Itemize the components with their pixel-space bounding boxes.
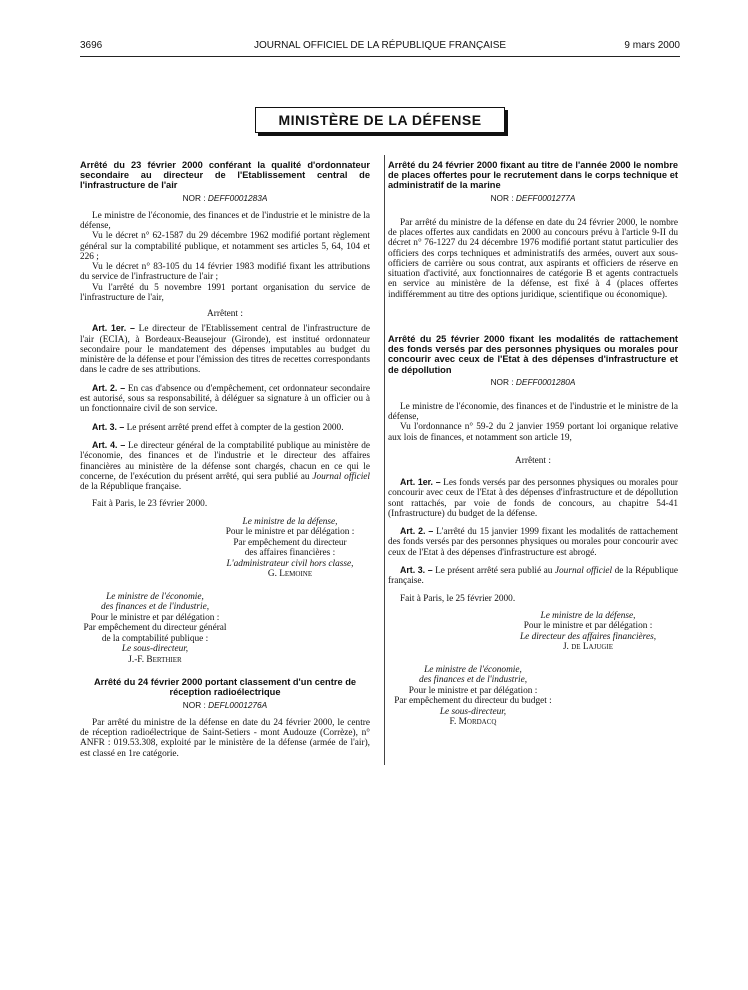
nor-reference: NOR : DEFF0001283A (182, 192, 268, 203)
nor-reference: NOR : DEFF0001280A (490, 376, 576, 387)
signatory-name: J. de Lajugie (562, 642, 614, 653)
signature-block: Le ministre de la défense, Pour le ministre et par délégation : Par empêchement du directeur des affaires financières : L'administrateur civil hors classe, G. Lemoine (210, 517, 370, 580)
article: Art. 1er. – Les fonds versés par des personnes physiques ou morales pour concourir avec ceux de l'Etat à des dépenses d'infrastructure et de dépollution sont rattachés, par voie de fonds de concours, au chapitre 54-41 (Infrastructure) du budget de la défense. (388, 476, 678, 519)
signature-block: Le ministre de l'économie, des finances et de l'industrie, Pour le ministre et par délégation : Par empêchement du directeur général de la comptabilité publique : Le sous-directeur, J.-F. Berthier (80, 592, 230, 666)
paragraph: Vu l'arrêté du 5 novembre 1991 portant organisation du service de l'infrastructure de l'air, (80, 282, 370, 303)
paragraph: Par arrêté du ministre de la défense en date du 24 février 2000, le centre de réception radioélectrique de Saint-Setiers - mont Audouze (Corrèze), n° ANFR : 019.53.308, exploité par le ministère de la défense (armée de l'air), est classé en 1re catégorie. (80, 717, 370, 759)
paragraph: Vu l'ordonnance n° 59-2 du 2 janvier 1959 portant loi organique relative aux lois de finances, et notamment son article 19, (388, 422, 678, 443)
issue-date: 9 mars 2000 (624, 40, 680, 51)
ministry-box (255, 107, 505, 133)
spacer (80, 665, 370, 677)
signature-block: Le ministre de l'économie, des finances et de l'industrie, Pour le ministre et par délégation : Par empêchement du directeur du budget : Le sous-directeur, F. Mordacq (388, 665, 558, 728)
paragraph: Vu le décret n° 83-105 du 14 février 1983 modifié fixant les attributions du service de l'infrastructure de l'air ; (80, 262, 370, 283)
spacer (388, 604, 678, 611)
nor-reference: NOR : DEFF0001277A (490, 192, 576, 203)
decree-title: Arrêté du 24 février 2000 fixant au titre de l'année 2000 le nombre de places offertes pour le recrutement dans le corps technique et administratif de la marine (388, 160, 678, 191)
spacer (388, 300, 678, 334)
spacer (80, 510, 370, 517)
spacer (388, 211, 678, 218)
spacer (388, 443, 678, 450)
article: Art. 2. – En cas d'absence ou d'empêchement, cet ordonnateur secondaire est autorisé, sous sa responsabilité, à déléguer sa signature à un officier ou à un fonctionnaire civil de son service. (80, 382, 370, 415)
decree-title: Arrêté du 24 février 2000 portant classement d'un centre de réception radioélectrique (93, 677, 357, 698)
fait-line: Fait à Paris, le 25 février 2000. (400, 593, 516, 604)
signatory-name: F. Mordacq (449, 717, 497, 728)
spacer (388, 395, 678, 402)
arretent-heading: Arrêtent : (515, 455, 551, 466)
right-column (388, 160, 678, 728)
left-column (80, 160, 370, 759)
article: Art. 1er. – Le directeur de l'Etablissement central de l'infrastructure de l'air (ECIA), à Bordeaux-Beausejour (Gironde), est institué ordonnateur secondaire pour le mandatement des dépenses imputables au budget du ministère de la défense et pour l'émission des titres de recettes correspondants dans le cadre de ses attributions. (80, 323, 370, 376)
spacer (388, 587, 678, 594)
paragraph: Par arrêté du ministre de la défense en date du 24 février 2000, le nombre de places offertes aux candidats en 2000 au concours prévu à l'article 9-II du décret n° 76-1227 du 24 décembre 1976 modifié portant statut particulier des officiers des corps techniques et administratifs des armées, ouvert aux sous-officiers de carrière ou sous contrat, aux aspirants et officiers de réserve en situation d'activité, aux fonctionnaires de catégorie B et agents contractuels en service au ministère de la défense, est fixé à 4 (places offertes indifféremment au titre des options juridique, scientifique ou économique). (388, 217, 678, 300)
page-header (80, 40, 680, 54)
spacer (80, 376, 370, 383)
paragraph: Le ministre de l'économie, des finances et de l'industrie et le ministre de la défense, (80, 210, 370, 231)
decree-title: Arrêté du 23 février 2000 conférant la qualité d'ordonnateur secondaire au directeur de l'Etablissement central de l'infrastructure de l'air (80, 160, 370, 191)
article: Art. 2. – L'arrêté du 15 janvier 1999 fixant les modalités de rattachement des fonds versés par des personnes physiques ou morales pour concourir avec ceux de l'Etat à des dépenses d'infrastructure est abrogé. (388, 526, 678, 558)
paragraph: Le ministre de l'économie, des finances et de l'industrie et le ministre de la défense, (388, 401, 678, 423)
arretent-heading: Arrêtent : (207, 309, 243, 320)
spacer (80, 415, 370, 422)
paragraph: Vu le décret n° 62-1587 du 29 décembre 1962 modifié portant règlement général sur la comptabilité publique, et notamment ses articles 5, 64, 104 et 226 ; (80, 231, 370, 262)
spacer (388, 558, 678, 565)
column-divider (384, 155, 385, 765)
spacer (80, 580, 370, 592)
header-rule (80, 56, 680, 57)
spacer (388, 470, 678, 477)
fait-line: Fait à Paris, le 23 février 2000. (92, 499, 208, 510)
article: Art. 3. – Le présent arrêté sera publié au Journal officiel de la République française. (388, 565, 678, 587)
spacer (388, 653, 678, 665)
decree-title: Arrêté du 25 février 2000 fixant les modalités de rattachement des fonds versés par des personnes physiques ou morales pour concourir avec ceux de l'Etat à des dépenses d'infrastructure et de dépollution (388, 333, 678, 375)
page-number: 3696 (80, 40, 103, 51)
spacer (80, 433, 370, 440)
article: Art. 4. – Le directeur général de la comptabilité publique au ministère de l'économie, des finances et de l'industrie et le directeur des affaires financières au ministère de la défense sont chargés, chacun en ce qui le concerne, de l'exécution du présent arrêté, qui sera publié au Journal officiel de la République française. (80, 439, 370, 493)
spacer (388, 519, 678, 526)
signature-block: Le ministre de la défense, Pour le ministre et par délégation : Le directeur des affaires financières, J. de Lajugie (498, 611, 678, 653)
signatory-name: J.-F. Berthier (128, 654, 182, 665)
ministry-title: MINISTÈRE DE LA DÉFENSE (278, 112, 482, 128)
article: Art. 3. – Le présent arrêté prend effet à compter de la gestion 2000. (92, 421, 344, 433)
journal-title: JOURNAL OFFICIEL DE LA RÉPUBLIQUE FRANÇAISE (253, 40, 507, 51)
nor-reference: NOR : DEFL0001276A (182, 699, 268, 710)
signatory-name: G. Lemoine (267, 569, 313, 580)
